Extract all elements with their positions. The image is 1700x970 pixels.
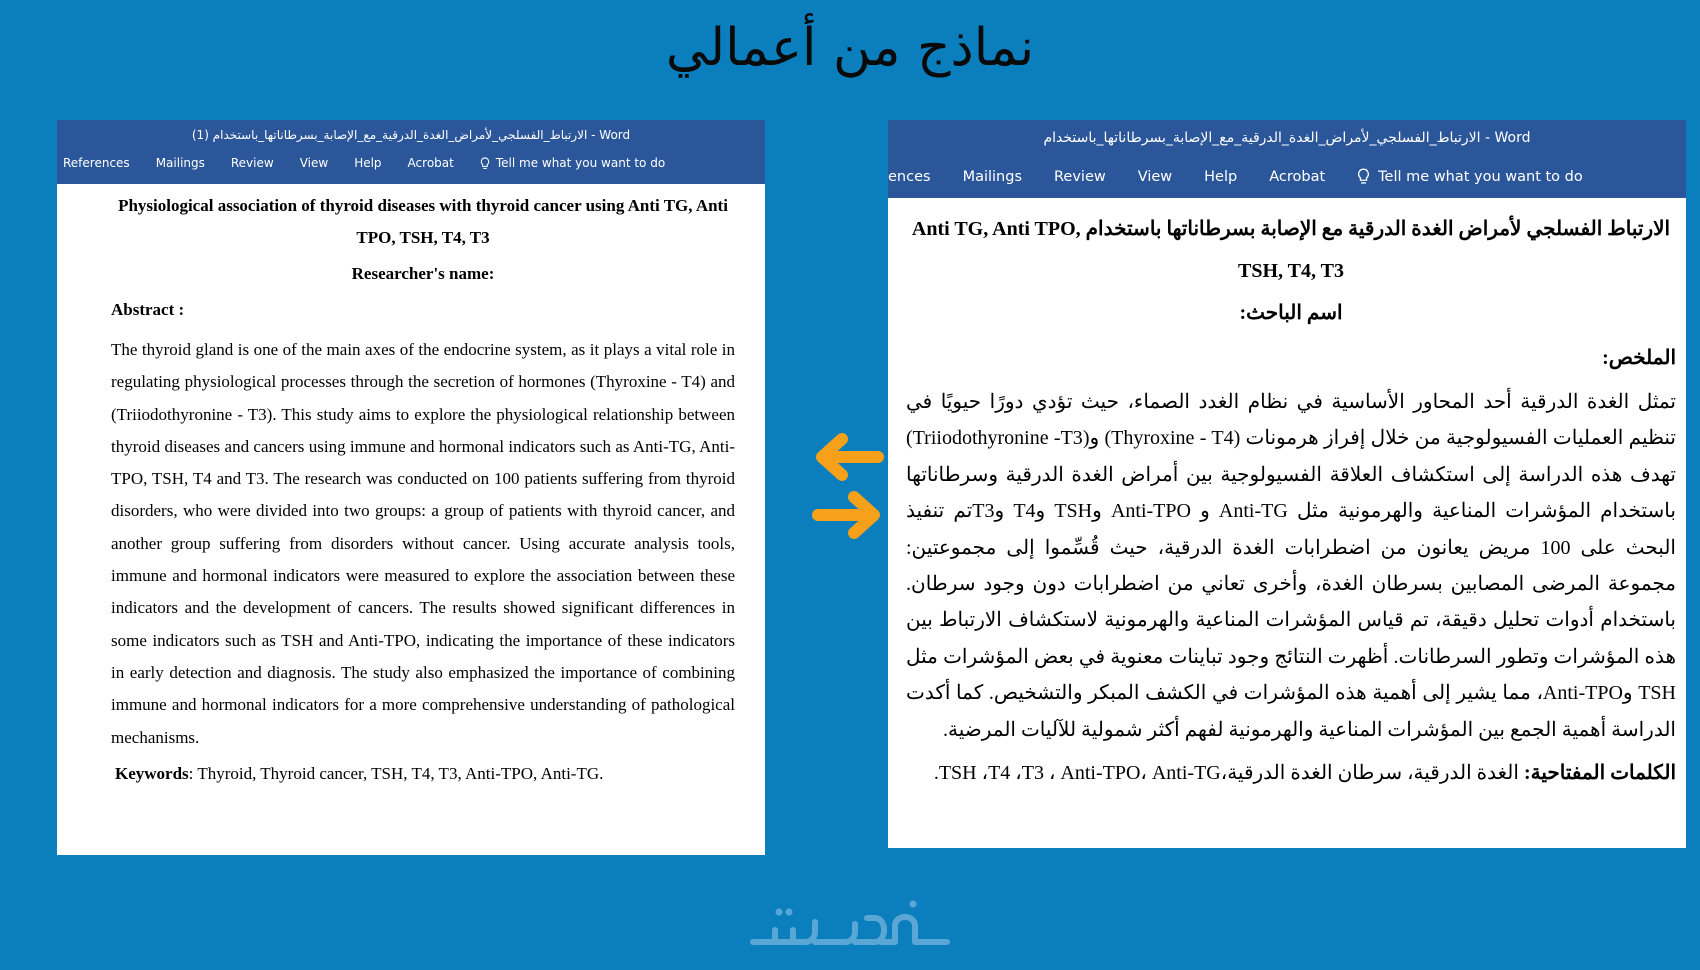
tab-mailings[interactable]: Mailings (155, 156, 205, 170)
lightbulb-icon (1357, 168, 1370, 185)
tab-view[interactable]: View (1137, 168, 1173, 185)
tell-me-label: Tell me what you want to do (1378, 168, 1583, 185)
document-body[interactable] (57, 184, 765, 784)
keywords-text: الغدة الدرقية، سرطان الغدة الدرقية،TSH ،T4 ،T3 ، Anti-TPO، Anti-TG. (933, 762, 1524, 785)
document-title: Physiological association of thyroid diseases with thyroid cancer using Anti TG, Anti TPO, TSH, T4, T3 (118, 196, 728, 247)
keywords-text: : Thyroid, Thyroid cancer, TSH, T4, T3, Anti-TPO, Anti-TG. (188, 763, 604, 783)
window-title: الارتباط_الفسلجي_لأمراض_الغدة_الدرقية_مع_الإصابة_بسرطاناتها_باستخدام (1) - Word (191, 128, 631, 142)
researcher-name: Researcher's name: (351, 264, 495, 283)
lightbulb-icon (480, 157, 490, 170)
tab-acrobat[interactable]: Acrobat (1269, 168, 1326, 185)
abstract-heading: Abstract : (111, 300, 185, 319)
left-arrow-icon (822, 439, 878, 475)
tab-help[interactable]: Help (1204, 168, 1238, 185)
right-arrow-icon (818, 497, 874, 533)
tab-references[interactable]: ences (888, 168, 931, 185)
tab-acrobat[interactable]: Acrobat (407, 156, 454, 170)
abstract-body: تمثل الغدة الدرقية أحد المحاور الأساسية في نظام الغدد الصماء، حيث تؤدي دورًا حيويًا في تنظيم العمليات الفسيولوجية من خلال إفراز هرمونات (Thyroxine - T4) و(Triiodothyronine -T3) تهدف هذه الدراسة إلى استكشاف العلاقة الفسيولوجية بين أمراض الغدة الدرقية وسرطاناتها باستخدام المؤشرات المناعية والهرمونية مثل Anti-TG و Anti-TPO وTSH وT4 وT3تم تنفيذ البحث على 100 مريض يعانون من اضطرابات الغدة الدرقية، حيث قُسِّموا إلى مجموعتين: مجموعة المرضى المصابين بسرطان الغدة، وأخرى تعاني من اضطرابات دون وجود سرطان. باستخدام أدوات تحليل دقيقة، تم قياس المؤشرات المناعية والهرمونية لاستكشاف الارتباط بين هذه المؤشرات وتطور السرطانات. أظهرت النتائج وجود تباينات معنوية في بعض المؤشرات مثل TSH وAnti-TPO، مما يشير إلى أهمية هذه المؤشرات في الكشف المبكر والتشخيص. كما أكدت الدراسة أهمية الجمع بين المؤشرات المناعية والهرمونية لفهم أكثر شمولية للآليات المرضية. (906, 391, 1677, 741)
swap-arrows (808, 425, 888, 545)
keywords-label: Keywords (115, 763, 189, 783)
tab-review[interactable]: Review (1054, 168, 1106, 185)
keywords-label: الكلمات المفتاحية: (1523, 762, 1676, 785)
ribbon (888, 120, 1686, 198)
tab-references[interactable]: References (63, 156, 130, 170)
khamsat-logo (745, 898, 955, 958)
document-title: الارتباط الفسلجي لأمراض الغدة الدرقية مع الإصابة بسرطاناتها باستخدام Anti TG, Anti TPO, TSH, T4, T3 (911, 218, 1671, 282)
researcher-name: اسم الباحث: (1239, 302, 1343, 324)
abstract-heading: الملخص: (1602, 347, 1676, 369)
abstract-body: The thyroid gland is one of the main axes of the endocrine system, as it plays a vital role in regulating physiological processes through the secretion of hormones (Thyroxine - T4) and (Triiodothyronine - T3). This study aims to explore the physiological relationship between thyroid diseases and cancers using immune and hormonal indicators such as Anti-TG, Anti-TPO, TSH, T4 and T3. The research was conducted on 100 patients suffering from thyroid disorders, who were divided into two groups: a group of patients with thyroid cancer, and another group suffering from disorders without cancer. Using accurate analysis tools, immune and hormonal indicators were measured to explore the association between these indicators and the development of cancers. The results showed significant differences in some indicators such as TSH and Anti-TPO, indicating the importance of these indicators in early detection and diagnosis. The study also emphasized the importance of combining immune and hormonal indicators for a more comprehensive understanding of pathological mechanisms. (111, 340, 735, 747)
keywords-line (111, 764, 735, 784)
window-title: الارتباط_الفسلجي_لأمراض_الغدة_الدرقية_مع_الإصابة_بسرطاناتها_باستخدام - Word (1043, 130, 1531, 146)
tab-mailings[interactable]: Mailings (962, 168, 1022, 185)
left-word-window (57, 120, 765, 855)
ribbon-tabs (57, 156, 765, 170)
tab-view[interactable]: View (299, 156, 329, 170)
tell-me-search[interactable] (480, 156, 665, 170)
document-body[interactable] (888, 198, 1686, 785)
ribbon-tabs (888, 168, 1686, 185)
tell-me-label: Tell me what you want to do (495, 156, 666, 170)
page-title: نماذج من أعمالي (665, 18, 1035, 78)
ribbon (57, 120, 765, 184)
right-word-window (888, 120, 1686, 848)
tab-review[interactable]: Review (230, 156, 274, 170)
tab-help[interactable]: Help (354, 156, 382, 170)
keywords-line (906, 760, 1676, 785)
tell-me-search[interactable] (1357, 168, 1583, 185)
